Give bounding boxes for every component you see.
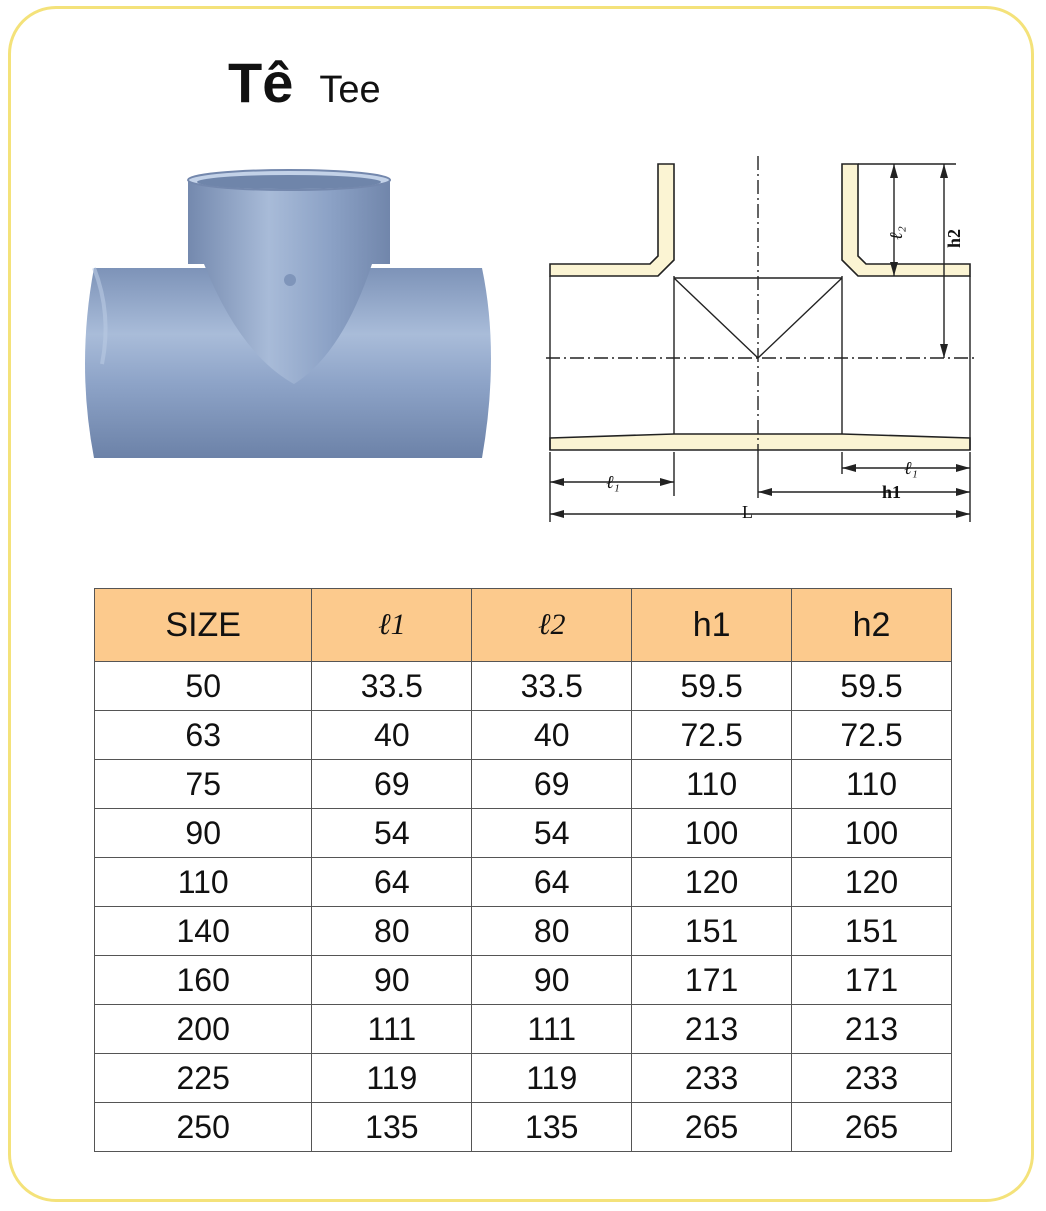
cell-h1: 100 [632,809,792,858]
cell-l2: 90 [472,956,632,1005]
cell-l1: 80 [312,907,472,956]
cell-h1: 59.5 [632,662,792,711]
cell-size: 140 [95,907,312,956]
cell-h1: 233 [632,1054,792,1103]
cell-h2: 265 [792,1103,952,1152]
table-row [95,662,952,711]
table-row [95,1103,952,1152]
cell-h1: 213 [632,1005,792,1054]
cell-size: 250 [95,1103,312,1152]
table-row [95,956,952,1005]
label-L: L [742,502,753,522]
pvc-tee-photo [72,164,502,474]
cell-h2: 72.5 [792,711,952,760]
label-l2: ℓ₂ [886,226,906,240]
dimension-table [94,588,952,1152]
cell-l2: 69 [472,760,632,809]
cell-l1: 135 [312,1103,472,1152]
header-l1: ℓ1 [312,589,472,662]
cell-l1: 69 [312,760,472,809]
cell-size: 50 [95,662,312,711]
header-h1: h1 [632,589,792,662]
cell-h2: 171 [792,956,952,1005]
cell-l2: 135 [472,1103,632,1152]
cell-l1: 111 [312,1005,472,1054]
cell-h1: 120 [632,858,792,907]
table-row [95,760,952,809]
header-l2: ℓ2 [472,589,632,662]
cell-l1: 90 [312,956,472,1005]
cell-size: 90 [95,809,312,858]
cell-h2: 59.5 [792,662,952,711]
table-row [95,809,952,858]
label-h2: h2 [944,228,964,248]
cell-h1: 72.5 [632,711,792,760]
table-row [95,858,952,907]
cell-size: 200 [95,1005,312,1054]
cell-l1: 33.5 [312,662,472,711]
cell-size: 225 [95,1054,312,1103]
cell-h1: 265 [632,1103,792,1152]
cell-h2: 233 [792,1054,952,1103]
label-l1-right: ℓ₁ [904,458,918,478]
label-l1-left: ℓ₁ [606,472,620,492]
cell-l1: 54 [312,809,472,858]
cell-h2: 213 [792,1005,952,1054]
title-vietnamese: Tê [228,51,294,114]
title-english: Tee [319,69,381,111]
table-row [95,711,952,760]
cell-l2: 33.5 [472,662,632,711]
cell-size: 75 [95,760,312,809]
cell-h1: 171 [632,956,792,1005]
cell-l2: 54 [472,809,632,858]
label-h1: h1 [882,482,902,502]
cell-l2: 111 [472,1005,632,1054]
cell-l2: 64 [472,858,632,907]
table-row [95,907,952,956]
page-title [228,50,381,114]
cell-size: 63 [95,711,312,760]
cell-h2: 151 [792,907,952,956]
table-header-row [95,589,952,662]
cell-h1: 110 [632,760,792,809]
table-row [95,1005,952,1054]
cell-size: 160 [95,956,312,1005]
tee-technical-drawing [542,152,982,528]
cell-l2: 80 [472,907,632,956]
cell-l2: 40 [472,711,632,760]
cell-h2: 120 [792,858,952,907]
table-row [95,1054,952,1103]
cell-l1: 119 [312,1054,472,1103]
cell-size: 110 [95,858,312,907]
cell-h2: 100 [792,809,952,858]
cell-h2: 110 [792,760,952,809]
cell-h1: 151 [632,907,792,956]
cell-l2: 119 [472,1054,632,1103]
cell-l1: 64 [312,858,472,907]
header-size: SIZE [95,589,312,662]
header-h2: h2 [792,589,952,662]
cell-l1: 40 [312,711,472,760]
